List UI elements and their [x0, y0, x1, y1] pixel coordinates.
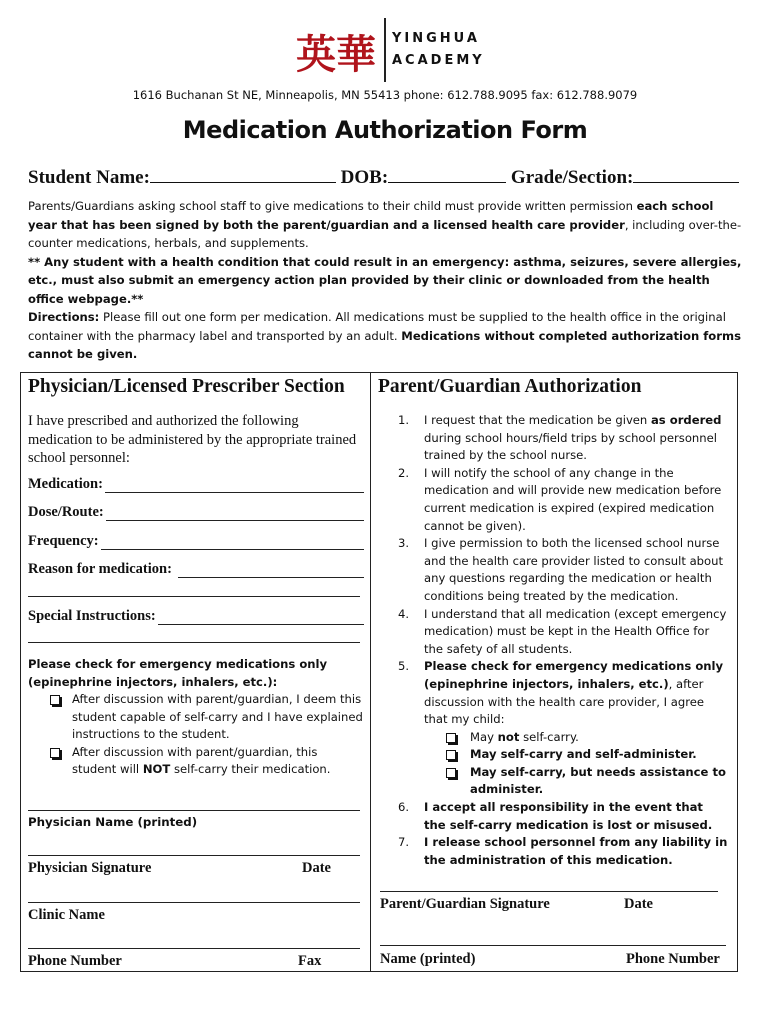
column-divider	[370, 372, 371, 972]
physician-signature-line[interactable]	[28, 855, 360, 856]
parent-self-carry-option[interactable]: May self-carry and self-administer.	[446, 746, 728, 764]
checkbox-icon[interactable]	[446, 750, 456, 760]
reason-field[interactable]: Reason for medication:	[28, 561, 364, 578]
grade-field[interactable]	[633, 166, 739, 183]
student-info-line	[28, 166, 748, 189]
checkbox-icon[interactable]	[50, 748, 60, 758]
physician-name-label: Physician Name (printed)	[28, 815, 198, 829]
physician-date-label: Date	[302, 860, 331, 876]
dob-field[interactable]	[388, 166, 506, 183]
list-item: 5. Please check for emergency medications only (epinephrine injectors, inhalers, etc.), after discussion with the health care provider, I agree that my child: May not self-carry. May self-carry and self-administer. May self-carry, but needs assistance to administer.	[378, 658, 728, 799]
frequency-field[interactable]: Frequency:	[28, 533, 364, 550]
parent-name-label: Name (printed)	[380, 951, 476, 967]
parent-signature-line[interactable]	[380, 891, 718, 892]
parent-name-line[interactable]	[380, 945, 726, 946]
parent-signature-label: Parent/Guardian Signature	[380, 896, 550, 912]
list-item: 6. I accept all responsibility in the event that the self-carry medication is lost or misused.	[398, 800, 713, 832]
school-logo	[0, 18, 770, 80]
special-instructions-line-2[interactable]	[28, 642, 360, 643]
parent-self-carry-assist-option[interactable]: May self-carry, but needs assistance to administer.	[446, 764, 728, 799]
instructions-directions: Directions: Please fill out one form per medication. All medications must be supplied to the health office in the original container with the pharmacy label and transported by an adult. Medications without completed authorization forms cannot be given.	[28, 310, 741, 361]
school-address: 1616 Buchanan St NE, Minneapolis, MN 55413 phone: 612.788.9095 fax: 612.788.9079	[132, 88, 638, 102]
physician-no-self-carry-option[interactable]: After discussion with parent/guardian, this student will NOT self-carry their medication.	[50, 744, 364, 779]
form-title: Medication Authorization Form	[182, 116, 588, 144]
student-name-label: Student Name:	[28, 167, 150, 188]
physician-phone-line[interactable]	[28, 948, 360, 949]
list-item: 3. I give permission to both the licensed school nurse and the health care provider listed to consult about any questions regarding the medication or health conditions being treated by the medication.	[398, 536, 724, 603]
logo-line-2: ACADEMY	[392, 53, 485, 68]
physician-emergency-section	[28, 656, 364, 779]
dob-label: DOB:	[340, 167, 389, 188]
special-instructions-field[interactable]: Special Instructions:	[28, 608, 364, 625]
student-name-field[interactable]	[150, 166, 336, 183]
list-item: 7. I release school personnel from any liability in the administration of this medication.	[398, 835, 728, 867]
physician-name-line[interactable]	[28, 810, 360, 811]
physician-self-carry-option[interactable]: After discussion with parent/guardian, I deem this student capable of self-carry and I have explained instructions to the student.	[50, 691, 364, 744]
list-item: 4. I understand that all medication (except emergency medication) must be kept in the Health Office for the safety of all students.	[398, 606, 727, 656]
logo-divider	[384, 18, 386, 82]
instructions-paragraph-1: Parents/Guardians asking school staff to give medications to their child must provide written permission each school year that has been signed by both the parent/guardian and a licensed health care provider, including over-the-counter medications, herbals, and supplements.	[28, 199, 742, 250]
parent-authorization-list	[378, 412, 728, 869]
reason-field-line-2[interactable]	[28, 596, 360, 597]
clinic-name-line[interactable]	[28, 902, 360, 903]
checkbox-icon[interactable]	[446, 768, 456, 778]
physician-emergency-heading: Please check for emergency medications only (epinephrine injectors, inhalers, etc.):	[28, 657, 328, 689]
checkbox-icon[interactable]	[50, 695, 60, 705]
physician-intro: I have prescribed and authorized the following medication to be administered by the appropriate trained school personnel:	[28, 413, 357, 466]
physician-phone-label: Phone Number	[28, 953, 122, 969]
parent-no-self-carry-option[interactable]: May not self-carry.	[446, 729, 728, 747]
checkbox-icon[interactable]	[446, 733, 456, 743]
yinghua-logo-icon	[296, 22, 380, 82]
instructions-emergency-note: ** Any student with a health condition that could result in an emergency: asthma, seizures, severe allergies, etc., must also submit an emergency action plan provided by their clinic or downloaded from the health office webpage.**	[28, 254, 742, 306]
logo-line-1: YINGHUA	[392, 31, 480, 46]
dose-route-field[interactable]: Dose/Route:	[28, 504, 364, 521]
parent-section-title: Parent/Guardian Authorization	[378, 376, 642, 397]
physician-signature-label: Physician Signature	[28, 860, 152, 876]
physician-section-title: Physician/Licensed Prescriber Section	[28, 376, 345, 397]
clinic-name-label: Clinic Name	[28, 907, 105, 923]
physician-fax-label: Fax	[298, 953, 322, 969]
logo-chinese-characters: 英華	[296, 31, 376, 78]
parent-date-label: Date	[624, 896, 653, 912]
list-item: 1. I request that the medication be given as ordered during school hours/field trips by school personnel trained by the school nurse.	[398, 413, 722, 463]
list-item: 2. I will notify the school of any change in the medication and will provide new medication before current medication is expired (expired medication cannot be given).	[398, 465, 722, 533]
grade-label: Grade/Section:	[510, 167, 634, 188]
medication-field[interactable]: Medication:	[28, 476, 364, 493]
logo-school-name	[392, 28, 485, 72]
parent-phone-label: Phone Number	[626, 951, 720, 967]
form-instructions	[28, 197, 744, 364]
